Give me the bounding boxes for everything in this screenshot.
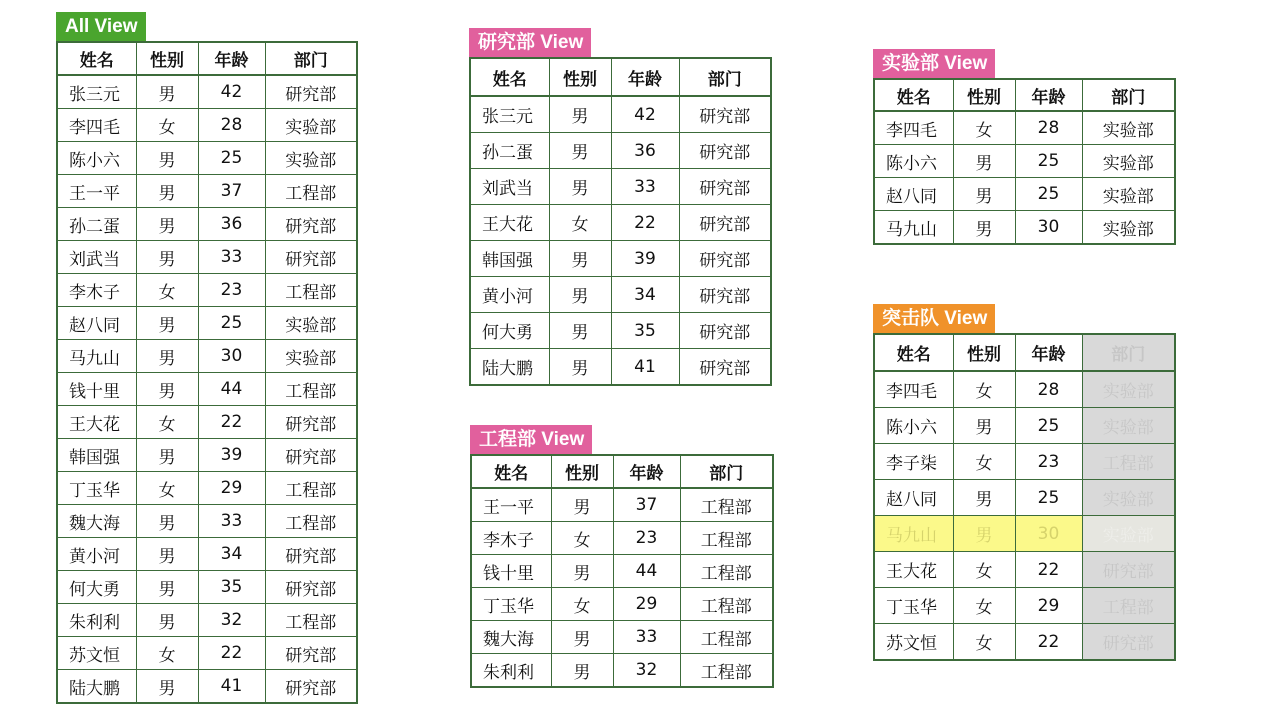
all-view-table [56, 41, 358, 704]
dept-cell: 工程部 [680, 488, 773, 522]
dept-cell: 工程部 [680, 555, 773, 588]
header-gender: 性别 [551, 455, 613, 488]
dept-cell: 实验部 [265, 307, 357, 340]
dept-cell: 实验部 [265, 142, 357, 175]
age-cell: 35 [198, 571, 265, 604]
dept-cell: 实验部 [1082, 111, 1175, 145]
name-cell: 李子柒 [874, 444, 953, 480]
age-cell: 25 [1015, 178, 1082, 211]
gender-cell: 男 [551, 654, 613, 688]
name-cell: 魏大海 [471, 621, 551, 654]
table-row [471, 654, 773, 688]
name-cell: 李四毛 [57, 109, 136, 142]
table-row [874, 444, 1175, 480]
header-row [470, 58, 771, 96]
dept-cell: 研究部 [679, 313, 771, 349]
table-row [57, 142, 357, 175]
name-cell: 陈小六 [57, 142, 136, 175]
tujidui-view [873, 304, 1176, 661]
dept-cell: 工程部 [1082, 444, 1175, 480]
name-cell: 魏大海 [57, 505, 136, 538]
gender-cell: 男 [136, 439, 198, 472]
age-cell: 34 [198, 538, 265, 571]
dept-cell: 实验部 [1082, 145, 1175, 178]
table-row [470, 349, 771, 386]
gender-cell: 男 [136, 142, 198, 175]
dept-cell: 研究部 [679, 205, 771, 241]
age-cell: 32 [613, 654, 680, 688]
table-row [470, 133, 771, 169]
name-cell: 王大花 [57, 406, 136, 439]
table-row [57, 439, 357, 472]
header-name: 姓名 [471, 455, 551, 488]
name-cell: 王大花 [874, 552, 953, 588]
name-cell: 赵八同 [874, 480, 953, 516]
age-cell: 44 [198, 373, 265, 406]
age-cell: 25 [1015, 480, 1082, 516]
table-row [874, 178, 1175, 211]
gender-cell: 女 [551, 522, 613, 555]
gender-cell: 女 [953, 444, 1015, 480]
dept-cell: 工程部 [265, 472, 357, 505]
dept-cell: 研究部 [265, 241, 357, 274]
table-row [874, 480, 1175, 516]
dept-cell: 工程部 [265, 505, 357, 538]
name-cell: 丁玉华 [874, 588, 953, 624]
name-cell: 李四毛 [874, 111, 953, 145]
gender-cell: 女 [136, 109, 198, 142]
gender-cell: 男 [549, 96, 611, 133]
gongchengbu-view-title: 工程部 View [470, 425, 592, 454]
name-cell: 马九山 [874, 516, 953, 552]
age-cell: 33 [198, 505, 265, 538]
dept-cell: 实验部 [1082, 371, 1175, 408]
table-row [57, 75, 357, 109]
table-row [470, 96, 771, 133]
name-cell: 丁玉华 [57, 472, 136, 505]
gender-cell: 男 [953, 211, 1015, 245]
dept-cell: 研究部 [265, 75, 357, 109]
name-cell: 钱十里 [471, 555, 551, 588]
dept-cell: 研究部 [679, 133, 771, 169]
age-cell: 28 [198, 109, 265, 142]
name-cell: 王大花 [470, 205, 549, 241]
dept-cell: 研究部 [1082, 552, 1175, 588]
header-gender: 性别 [549, 58, 611, 96]
gender-cell: 女 [953, 624, 1015, 661]
gender-cell: 女 [549, 205, 611, 241]
gender-cell: 男 [136, 538, 198, 571]
dept-cell: 实验部 [265, 340, 357, 373]
name-cell: 赵八同 [874, 178, 953, 211]
dept-cell: 实验部 [1082, 516, 1175, 552]
age-cell: 29 [1015, 588, 1082, 624]
header-name: 姓名 [470, 58, 549, 96]
age-cell: 29 [198, 472, 265, 505]
gender-cell: 男 [549, 313, 611, 349]
age-cell: 23 [613, 522, 680, 555]
age-cell: 23 [1015, 444, 1082, 480]
name-cell: 朱利利 [471, 654, 551, 688]
header-age: 年龄 [611, 58, 679, 96]
age-cell: 30 [1015, 516, 1082, 552]
gender-cell: 女 [953, 371, 1015, 408]
dept-cell: 研究部 [265, 670, 357, 704]
age-cell: 28 [1015, 371, 1082, 408]
dept-cell: 工程部 [680, 588, 773, 621]
gender-cell: 男 [136, 505, 198, 538]
age-cell: 37 [613, 488, 680, 522]
dept-cell: 实验部 [265, 109, 357, 142]
name-cell: 陆大鹏 [57, 670, 136, 704]
name-cell: 李木子 [57, 274, 136, 307]
header-age: 年龄 [613, 455, 680, 488]
header-name: 姓名 [874, 334, 953, 371]
dept-cell: 研究部 [679, 277, 771, 313]
gender-cell: 男 [136, 373, 198, 406]
table-row [57, 472, 357, 505]
name-cell: 刘武当 [470, 169, 549, 205]
table-row [57, 274, 357, 307]
age-cell: 29 [613, 588, 680, 621]
dept-cell: 工程部 [680, 522, 773, 555]
age-cell: 39 [198, 439, 265, 472]
dept-cell: 工程部 [265, 274, 357, 307]
header-row [874, 334, 1175, 371]
header-name: 姓名 [874, 79, 953, 111]
gender-cell: 男 [136, 208, 198, 241]
all-view-title: All View [56, 12, 146, 41]
table-row [471, 588, 773, 621]
name-cell: 王一平 [57, 175, 136, 208]
age-cell: 42 [198, 75, 265, 109]
shiyanbu-view-title: 实验部 View [873, 49, 995, 78]
table-row [874, 624, 1175, 661]
header-row [57, 42, 357, 75]
table-row [57, 505, 357, 538]
age-cell: 25 [1015, 145, 1082, 178]
gender-cell: 男 [136, 307, 198, 340]
yanjiubu-view-title: 研究部 View [469, 28, 591, 57]
name-cell: 陈小六 [874, 408, 953, 444]
dept-cell: 工程部 [1082, 588, 1175, 624]
header-age: 年龄 [1015, 334, 1082, 371]
table-row [471, 522, 773, 555]
gender-cell: 女 [136, 406, 198, 439]
table-row [874, 408, 1175, 444]
table-row [471, 621, 773, 654]
gender-cell: 男 [551, 555, 613, 588]
table-row [57, 637, 357, 670]
age-cell: 33 [611, 169, 679, 205]
yanjiubu-view [469, 28, 772, 386]
gender-cell: 男 [136, 670, 198, 704]
age-cell: 33 [613, 621, 680, 654]
dept-cell: 实验部 [1082, 211, 1175, 245]
age-cell: 22 [611, 205, 679, 241]
gender-cell: 女 [136, 274, 198, 307]
age-cell: 44 [613, 555, 680, 588]
name-cell: 陆大鹏 [470, 349, 549, 386]
gender-cell: 男 [549, 349, 611, 386]
table-row [470, 313, 771, 349]
header-gender: 性别 [953, 334, 1015, 371]
table-row [874, 588, 1175, 624]
age-cell: 41 [611, 349, 679, 386]
gender-cell: 男 [551, 488, 613, 522]
name-cell: 何大勇 [470, 313, 549, 349]
name-cell: 赵八同 [57, 307, 136, 340]
table-row [57, 340, 357, 373]
dept-cell: 研究部 [265, 439, 357, 472]
header-dept-grayed: 部门 [1082, 334, 1175, 371]
gender-cell: 女 [551, 588, 613, 621]
age-cell: 34 [611, 277, 679, 313]
header-age: 年龄 [1015, 79, 1082, 111]
table-row [57, 406, 357, 439]
table-row [470, 277, 771, 313]
table-row [874, 111, 1175, 145]
table-row [471, 555, 773, 588]
dept-cell: 工程部 [680, 621, 773, 654]
shiyanbu-view [873, 49, 1176, 245]
table-row [471, 488, 773, 522]
dept-cell: 实验部 [1082, 408, 1175, 444]
name-cell: 韩国强 [470, 241, 549, 277]
age-cell: 35 [611, 313, 679, 349]
header-dept: 部门 [1082, 79, 1175, 111]
dept-cell: 研究部 [679, 349, 771, 386]
dept-cell: 研究部 [265, 538, 357, 571]
gender-cell: 男 [551, 621, 613, 654]
yanjiubu-view-table [469, 57, 772, 386]
age-cell: 30 [198, 340, 265, 373]
gongchengbu-view-table [470, 454, 774, 688]
age-cell: 36 [611, 133, 679, 169]
gender-cell: 女 [953, 552, 1015, 588]
age-cell: 28 [1015, 111, 1082, 145]
tujidui-view-title: 突击队 View [873, 304, 995, 333]
name-cell: 李木子 [471, 522, 551, 555]
age-cell: 32 [198, 604, 265, 637]
table-row [57, 538, 357, 571]
table-row [874, 211, 1175, 245]
gender-cell: 男 [136, 571, 198, 604]
name-cell: 苏文恒 [874, 624, 953, 661]
name-cell: 王一平 [471, 488, 551, 522]
dept-cell: 研究部 [679, 241, 771, 277]
age-cell: 30 [1015, 211, 1082, 245]
gender-cell: 男 [136, 175, 198, 208]
dept-cell: 实验部 [1082, 480, 1175, 516]
age-cell: 22 [1015, 552, 1082, 588]
table-row [57, 571, 357, 604]
age-cell: 25 [198, 142, 265, 175]
name-cell: 苏文恒 [57, 637, 136, 670]
table-row [57, 373, 357, 406]
name-cell: 刘武当 [57, 241, 136, 274]
gender-cell: 男 [549, 277, 611, 313]
table-row [874, 145, 1175, 178]
header-dept: 部门 [679, 58, 771, 96]
age-cell: 22 [198, 406, 265, 439]
header-dept: 部门 [265, 42, 357, 75]
header-dept: 部门 [680, 455, 773, 488]
table-row [874, 552, 1175, 588]
dept-cell: 研究部 [265, 571, 357, 604]
age-cell: 22 [1015, 624, 1082, 661]
table-row [57, 307, 357, 340]
table-row [57, 241, 357, 274]
name-cell: 马九山 [874, 211, 953, 245]
highlighted-row [874, 516, 1175, 552]
table-row [470, 169, 771, 205]
name-cell: 丁玉华 [471, 588, 551, 621]
table-row [57, 109, 357, 142]
name-cell: 陈小六 [874, 145, 953, 178]
header-gender: 性别 [136, 42, 198, 75]
gender-cell: 男 [549, 169, 611, 205]
name-cell: 马九山 [57, 340, 136, 373]
age-cell: 36 [198, 208, 265, 241]
table-row [470, 241, 771, 277]
gender-cell: 女 [136, 472, 198, 505]
gender-cell: 女 [136, 637, 198, 670]
gongchengbu-view [470, 425, 774, 688]
header-row [471, 455, 773, 488]
gender-cell: 男 [136, 241, 198, 274]
table-row [57, 604, 357, 637]
header-row [874, 79, 1175, 111]
gender-cell: 男 [953, 145, 1015, 178]
name-cell: 张三元 [470, 96, 549, 133]
gender-cell: 男 [953, 516, 1015, 552]
table-row [470, 205, 771, 241]
name-cell: 韩国强 [57, 439, 136, 472]
name-cell: 何大勇 [57, 571, 136, 604]
name-cell: 朱利利 [57, 604, 136, 637]
dept-cell: 工程部 [680, 654, 773, 688]
name-cell: 孙二蛋 [57, 208, 136, 241]
age-cell: 42 [611, 96, 679, 133]
gender-cell: 男 [953, 178, 1015, 211]
age-cell: 41 [198, 670, 265, 704]
dept-cell: 研究部 [265, 406, 357, 439]
tujidui-view-table [873, 333, 1176, 661]
age-cell: 25 [198, 307, 265, 340]
all-view [56, 12, 358, 704]
dept-cell: 研究部 [1082, 624, 1175, 661]
age-cell: 33 [198, 241, 265, 274]
name-cell: 张三元 [57, 75, 136, 109]
dept-cell: 实验部 [1082, 178, 1175, 211]
name-cell: 孙二蛋 [470, 133, 549, 169]
age-cell: 39 [611, 241, 679, 277]
dept-cell: 研究部 [679, 169, 771, 205]
gender-cell: 女 [953, 588, 1015, 624]
name-cell: 李四毛 [874, 371, 953, 408]
table-row [57, 208, 357, 241]
header-age: 年龄 [198, 42, 265, 75]
name-cell: 钱十里 [57, 373, 136, 406]
gender-cell: 女 [953, 111, 1015, 145]
age-cell: 23 [198, 274, 265, 307]
dept-cell: 工程部 [265, 175, 357, 208]
dept-cell: 工程部 [265, 604, 357, 637]
dept-cell: 研究部 [265, 208, 357, 241]
gender-cell: 男 [136, 604, 198, 637]
gender-cell: 男 [549, 133, 611, 169]
age-cell: 37 [198, 175, 265, 208]
table-row [874, 371, 1175, 408]
shiyanbu-view-table [873, 78, 1176, 245]
gender-cell: 男 [549, 241, 611, 277]
gender-cell: 男 [136, 340, 198, 373]
gender-cell: 男 [136, 75, 198, 109]
header-gender: 性别 [953, 79, 1015, 111]
name-cell: 黄小河 [470, 277, 549, 313]
gender-cell: 男 [953, 480, 1015, 516]
table-row [57, 670, 357, 704]
dept-cell: 工程部 [265, 373, 357, 406]
name-cell: 黄小河 [57, 538, 136, 571]
header-name: 姓名 [57, 42, 136, 75]
gender-cell: 男 [953, 408, 1015, 444]
age-cell: 25 [1015, 408, 1082, 444]
age-cell: 22 [198, 637, 265, 670]
table-row [57, 175, 357, 208]
dept-cell: 研究部 [265, 637, 357, 670]
dept-cell: 研究部 [679, 96, 771, 133]
